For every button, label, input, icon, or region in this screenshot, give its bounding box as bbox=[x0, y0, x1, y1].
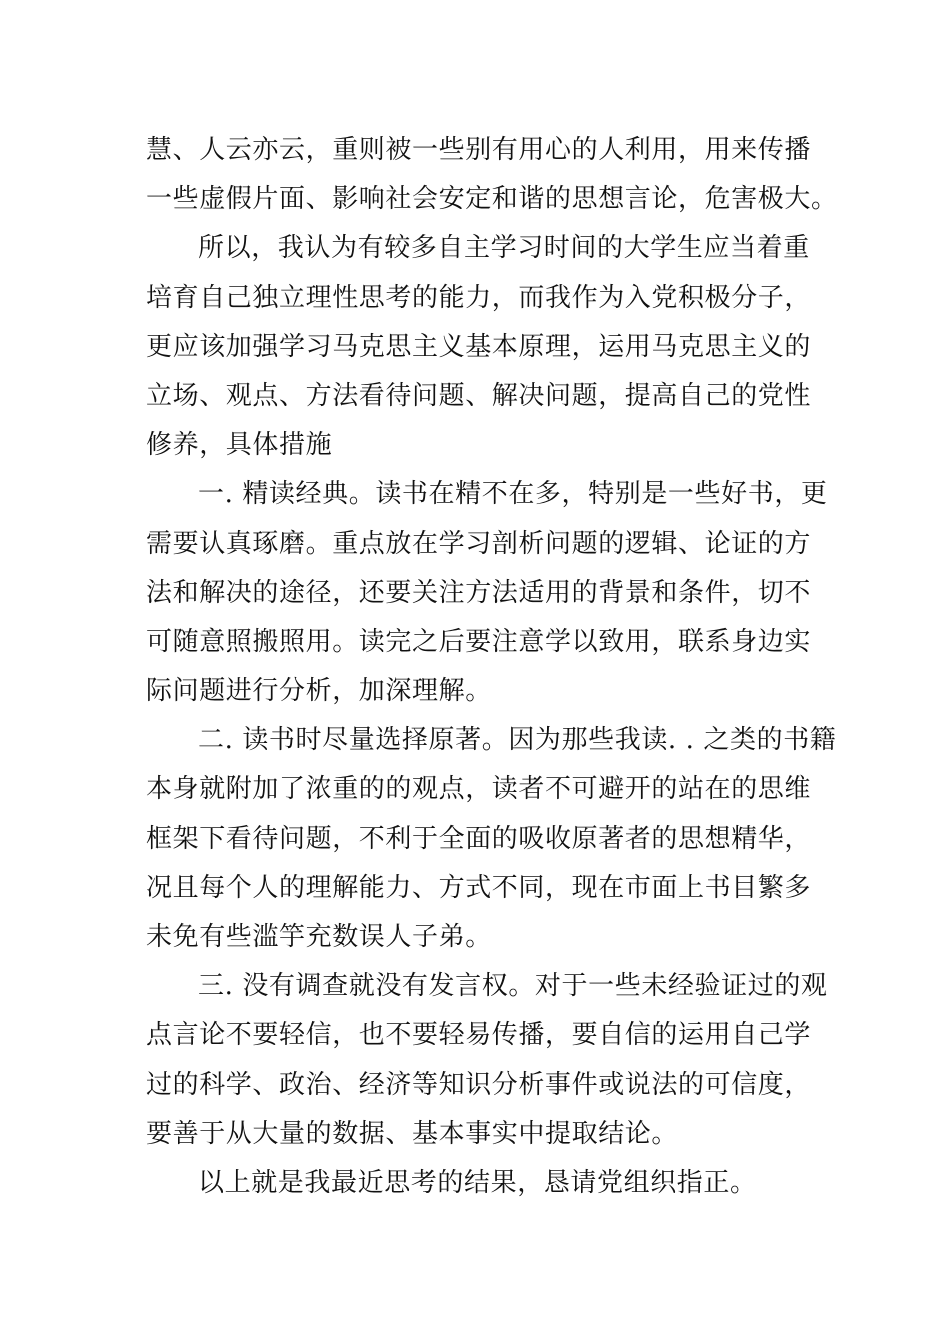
paragraph-first-line: 所以，我认为有较多自主学习时间的大学生应当着重 bbox=[198, 233, 810, 264]
paragraph-first-line: 二. 读书时尽量选择原著。因为那些我读. . 之类的书籍 bbox=[198, 725, 837, 756]
text-line: 慧、人云亦云，重则被一些别有用心的人利用，用来传播 bbox=[146, 135, 812, 165]
text-line: 修养，具体措施 bbox=[146, 430, 333, 461]
text-line: 法和解决的途径，还要关注方法适用的背景和条件，切不 bbox=[146, 577, 812, 608]
paragraph-first-line: 三. 没有调查就没有发言权。对于一些未经验证过的观 bbox=[198, 971, 828, 1002]
text-line: 框架下看待问题，不利于全面的吸收原著者的思想精华， bbox=[146, 823, 812, 854]
text-line: 培育自己独立理性思考的能力，而我作为入党积极分子， bbox=[146, 282, 812, 313]
text-line: 本身就附加了浓重的的观点，读者不可避开的站在的思维 bbox=[146, 774, 812, 805]
text-line: 点言论不要轻信，也不要轻易传播，要自信的运用自己学 bbox=[146, 1020, 812, 1051]
text-line: 况且每个人的理解能力、方式不同，现在市面上书目繁多 bbox=[146, 872, 812, 903]
text-line: 一些虚假片面、影响社会安定和谐的思想言论，危害极大。 bbox=[146, 184, 838, 215]
text-line: 可随意照搬照用。读完之后要注意学以致用，联系身边实 bbox=[146, 626, 812, 657]
text-line: 更应该加强学习马克思主义基本原理，运用马克思主义的 bbox=[146, 331, 812, 362]
text-line: 要善于从大量的数据、基本事实中提取结论。 bbox=[146, 1118, 679, 1149]
paragraph-first-line: 以上就是我最近思考的结果，恳请党组织指正。 bbox=[198, 1167, 757, 1198]
paragraph-first-line: 一. 精读经典。读书在精不在多，特别是一些好书，更 bbox=[198, 479, 828, 510]
text-line: 未免有些滥竽充数误人子弟。 bbox=[146, 922, 492, 952]
text-line: 立场、观点、方法看待问题、解决问题，提高自己的党性 bbox=[146, 380, 812, 411]
text-line: 过的科学、政治、经济等知识分析事件或说法的可信度， bbox=[146, 1069, 812, 1100]
text-line: 际问题进行分析，加深理解。 bbox=[146, 676, 492, 707]
text-line: 需要认真琢磨。重点放在学习剖析问题的逻辑、论证的方 bbox=[146, 528, 812, 559]
document-body bbox=[146, 126, 838, 1208]
